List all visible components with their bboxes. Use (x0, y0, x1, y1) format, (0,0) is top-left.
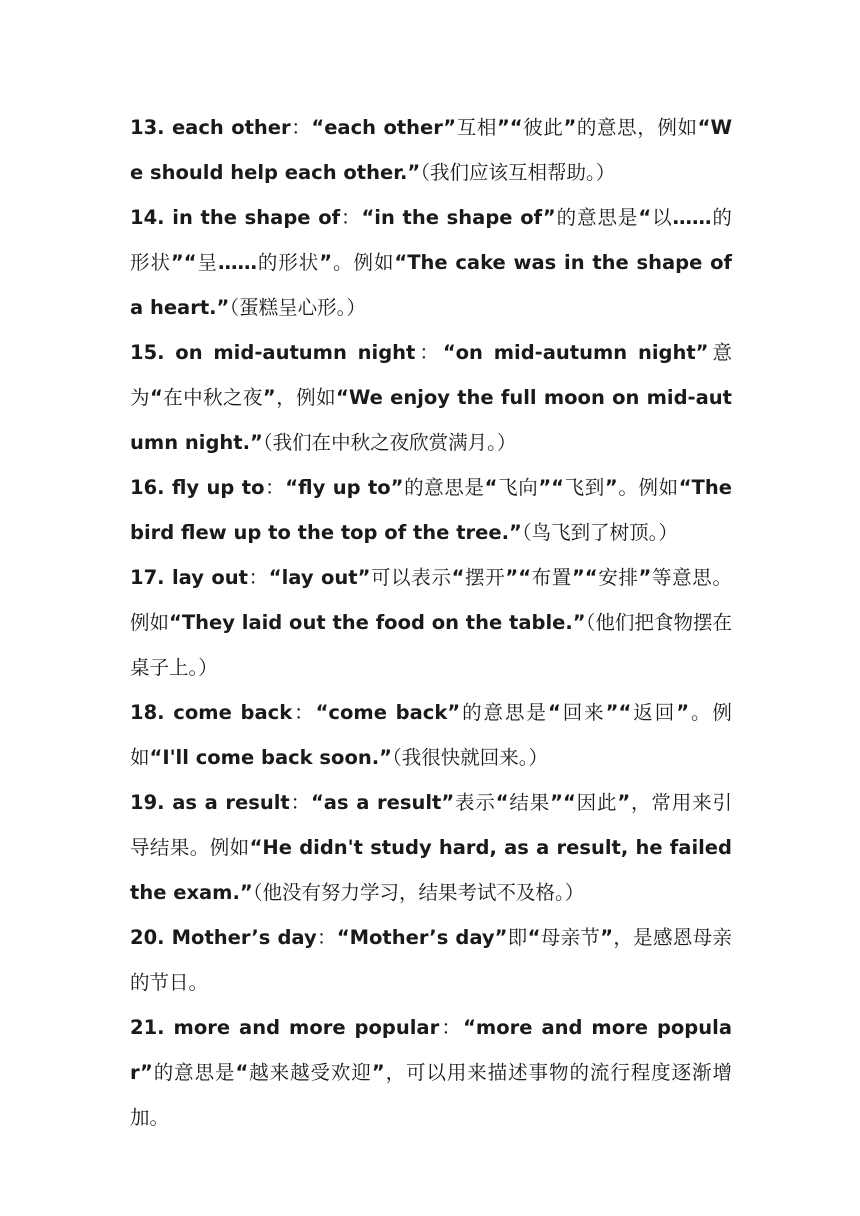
bold-text-run: “ (495, 791, 509, 814)
text-run: 的意思是 (403, 476, 485, 499)
text-run: 以 (651, 206, 673, 229)
entry-19 (130, 780, 732, 915)
text-run: 互相 (456, 116, 497, 139)
entry-18 (130, 690, 732, 780)
bold-text-run: 19. as a result (130, 791, 290, 814)
text-run: 意为 (130, 341, 732, 409)
text-run: ： (340, 206, 362, 229)
entry-14 (130, 195, 732, 330)
text-run: 结果 (508, 791, 551, 814)
text-run: 飞到 (564, 476, 605, 499)
text-run: ： (247, 566, 269, 589)
text-run: 。例如 (130, 701, 732, 769)
bold-text-run: 17. lay out (130, 566, 248, 589)
bold-text-run: “ (638, 206, 652, 229)
bold-text-run: ”“ (605, 701, 632, 724)
text-run: （我很快就回来。） (391, 746, 548, 769)
bold-text-run: “ (484, 476, 498, 499)
bold-text-run: “on mid-autumn night” (442, 341, 709, 364)
text-run: 母亲节 (540, 926, 601, 949)
text-run: （他没有努力学习，结果考试不及格。） (252, 881, 585, 904)
text-run: 。例如 (332, 251, 395, 274)
bold-text-run: 18. come back (130, 701, 293, 724)
entry-13 (130, 105, 732, 195)
text-run: 在中秋之夜 (162, 386, 263, 409)
bold-text-run: 15. on mid-autumn night (130, 341, 416, 364)
bold-text-run: …… (672, 206, 712, 229)
bold-text-run: ” (371, 1061, 385, 1084)
bold-text-run: “He didn't study hard, as a result, he failed the exam.” (130, 836, 732, 904)
bold-text-run: ”“ (550, 791, 576, 814)
bold-text-run: “ (149, 386, 163, 409)
bold-text-run: “ (527, 926, 541, 949)
text-run: 表示 (454, 791, 496, 814)
bold-text-run: “We enjoy the full moon on mid-autumn night.” (130, 386, 732, 454)
bold-text-run: “I'll come back soon.” (149, 746, 392, 769)
text-run: 回来 (560, 701, 606, 724)
text-run: （我们应该互相帮助。） (420, 161, 616, 184)
text-run: ，常用来引导结果。例如 (130, 791, 732, 859)
text-run: ： (264, 476, 286, 499)
bold-text-run: ” (600, 926, 614, 949)
bold-text-run: ” (319, 251, 333, 274)
bold-text-run: ” (638, 566, 652, 589)
bold-text-run: “ (235, 1061, 249, 1084)
bold-text-run: “more and more popular” (130, 1016, 732, 1084)
bold-text-run: ” (604, 476, 618, 499)
bold-text-run: “We should help each other.” (130, 116, 732, 184)
bold-text-run: 14. in the shape of (130, 206, 341, 229)
bold-text-run: ”“ (538, 476, 564, 499)
entry-21 (130, 1005, 732, 1140)
bold-text-run: 13. each other (130, 116, 291, 139)
text-run: 飞向 (497, 476, 539, 499)
bold-text-run: ”“ (505, 566, 532, 589)
text-run: 可以表示 (370, 566, 452, 589)
text-run: ： (292, 701, 316, 724)
text-run: ，例如 (275, 386, 337, 409)
text-run: 等意思。例如 (130, 566, 732, 634)
bold-text-run: ” (563, 116, 577, 139)
text-run: ： (289, 791, 311, 814)
text-run: 返回 (631, 701, 677, 724)
bold-text-run: ” (617, 791, 631, 814)
text-run: 的意思是 (460, 701, 548, 724)
text-run: 越来越受欢迎 (248, 1061, 372, 1084)
text-run: 。例如 (617, 476, 679, 499)
bold-text-run: 21. more and more popular (130, 1016, 440, 1039)
text-run: ： (316, 926, 337, 949)
text-run: 的形状 (130, 206, 732, 274)
text-run: 的形状 (256, 251, 320, 274)
text-run: 的意思，例如 (576, 116, 698, 139)
text-run: （我们在中秋之夜欣赏满月。） (262, 431, 517, 454)
text-run: 摆开 (464, 566, 506, 589)
bold-text-run: 20. Mother’s day (130, 926, 317, 949)
text-run: 布置 (531, 566, 572, 589)
text-run: ： (439, 1016, 464, 1039)
entry-20 (130, 915, 732, 1005)
bold-text-run: “lay out” (268, 566, 371, 589)
text-run: 呈 (196, 251, 218, 274)
bold-text-run: …… (217, 251, 257, 274)
bold-text-run: “ (451, 566, 465, 589)
text-run: （鸟飞到了树顶。） (521, 521, 678, 544)
text-run: ，是感恩母亲的节日。 (130, 926, 732, 994)
text-run: （蛋糕呈心形。） (229, 296, 366, 319)
vocabulary-notes (130, 105, 732, 1140)
entry-15 (130, 330, 732, 465)
bold-text-run: “as a result” (310, 791, 455, 814)
text-run: 因此 (575, 791, 618, 814)
bold-text-run: ”“ (571, 566, 598, 589)
bold-text-run: “each other” (311, 116, 457, 139)
bold-text-run: 16. fly up to (130, 476, 265, 499)
bold-text-run: “They laid out the food on the table.” (169, 611, 586, 634)
text-run: 安排 (597, 566, 639, 589)
text-run: 的意思是 (555, 206, 639, 229)
bold-text-run: ”“ (496, 116, 523, 139)
text-run: 彼此 (522, 116, 564, 139)
bold-text-run: ” (262, 386, 276, 409)
bold-text-run: “come back” (315, 701, 461, 724)
bold-text-run: ” (676, 701, 690, 724)
text-run: ，可以用来描述事物的流行程度逐渐增加。 (130, 1061, 732, 1129)
bold-text-run: “ (547, 701, 561, 724)
text-run: ： (415, 341, 443, 364)
text-run: ： (290, 116, 312, 139)
bold-text-run: ”“ (170, 251, 197, 274)
text-run: 即 (507, 926, 528, 949)
bold-text-run: “Mother’s day” (336, 926, 508, 949)
bold-text-run: “The bird flew up to the top of the tree.” (130, 476, 732, 544)
text-run: （他们把食物摆在桌子上。） (130, 611, 732, 679)
entry-16 (130, 465, 732, 555)
bold-text-run: “in the shape of” (361, 206, 556, 229)
text-run: 的意思是 (152, 1061, 236, 1084)
bold-text-run: “fly up to” (285, 476, 404, 499)
bold-text-run: “The cake was in the shape of a heart.” (130, 251, 732, 319)
entry-17 (130, 555, 732, 690)
